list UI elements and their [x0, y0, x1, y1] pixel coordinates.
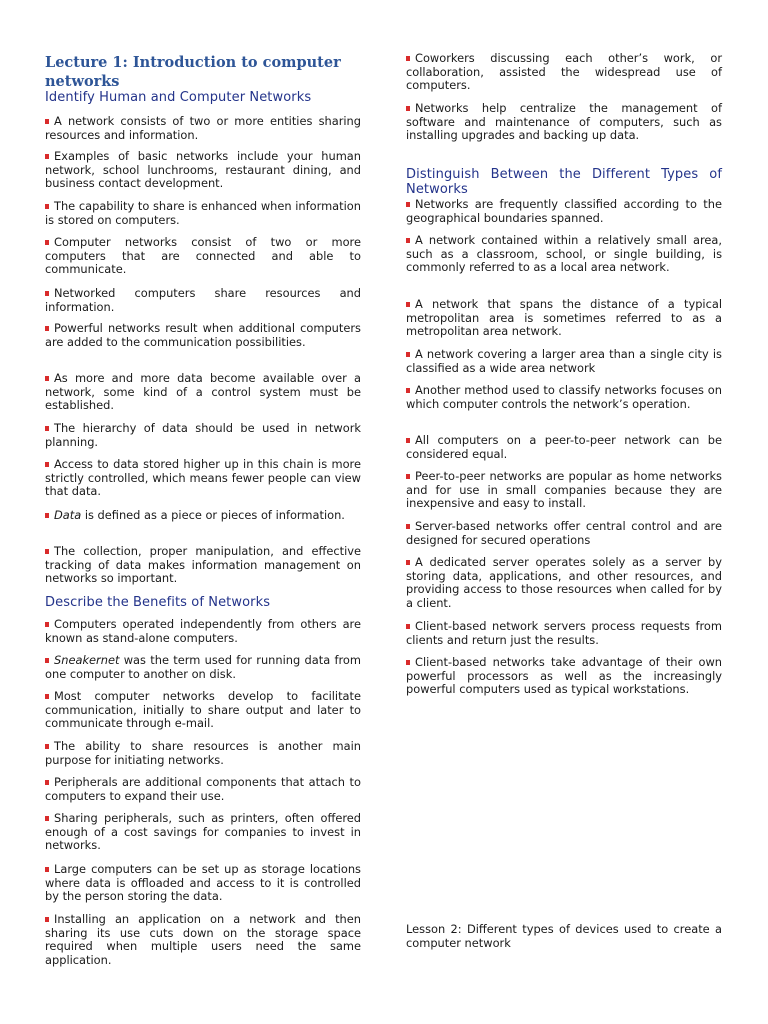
- list-item: Networks help centralize the management of software and maintenance of computers, such as installing upgrades and backing up data.: [406, 101, 722, 143]
- list-item: Data is defined as a piece or pieces of information.: [45, 509, 361, 523]
- list-item: Examples of basic networks include your human network, school lunchrooms, restaurant dining, and business contact development.: [45, 149, 361, 191]
- heading-identify: Identify Human and Computer Networks: [45, 90, 312, 105]
- list-item: Another method used to classify networks focuses on which computer controls the network’s operation.: [406, 383, 722, 411]
- list-item: The ability to share resources is another main purpose for initiating networks.: [45, 739, 361, 767]
- list-item: The hierarchy of data should be used in network planning.: [45, 421, 361, 449]
- bullet-icon: [406, 302, 410, 307]
- list-item: Most computer networks develop to facilitate communication, initially to share output and later to communicate through e-mail.: [45, 689, 361, 731]
- list-item: Large computers can be set up as storage locations where data is offloaded and access to it is controlled by the person storing the data.: [45, 862, 361, 904]
- list-item: Coworkers discussing each other’s work, or collaboration, assisted the widespread use of computers.: [406, 51, 722, 93]
- bullet-icon: [45, 780, 49, 785]
- bullet-icon: [45, 549, 49, 554]
- bullet-icon: [45, 917, 49, 922]
- bullet-icon: [45, 867, 49, 872]
- list-item: A network consists of two or more entities sharing resources and information.: [45, 114, 361, 142]
- bullet-icon: [406, 624, 410, 629]
- bullet-icon: [406, 388, 410, 393]
- bullet-icon: [45, 462, 49, 467]
- list-item: Client-based network servers process requests from clients and return just the results.: [406, 619, 722, 647]
- bullet-icon: [406, 106, 410, 111]
- heading-benefits: Describe the Benefits of Networks: [45, 595, 271, 610]
- list-item: All computers on a peer-to-peer network can be considered equal.: [406, 433, 722, 461]
- lecture-title: Lecture 1: Introduction to computer networks: [45, 54, 341, 90]
- list-item: Networks are frequently classified according to the geographical boundaries spanned.: [406, 197, 722, 225]
- bullet-icon: [45, 816, 49, 821]
- bullet-icon: [406, 474, 410, 479]
- bullet-icon: [406, 438, 410, 443]
- sneakernet-term: Sneakernet: [54, 653, 120, 667]
- bullet-icon: [406, 202, 410, 207]
- list-item: A network that spans the distance of a typical metropolitan area is sometimes referred to as a metropolitan area network.: [406, 297, 722, 339]
- bullet-icon: [45, 204, 49, 209]
- bullet-icon: [45, 240, 49, 245]
- bullet-icon: [45, 513, 49, 518]
- bullet-icon: [406, 560, 410, 565]
- list-item: Access to data stored higher up in this chain is more strictly controlled, which means fewer people can view that data.: [45, 457, 361, 499]
- bullet-icon: [45, 658, 49, 663]
- bullet-icon: [406, 238, 410, 243]
- bullet-icon: [45, 426, 49, 431]
- bullet-icon: [45, 622, 49, 627]
- list-item: A network contained within a relatively small area, such as a classroom, school, or single building, is commonly referred to as a local area network.: [406, 233, 722, 275]
- data-term: Data: [54, 508, 82, 522]
- list-item: Computer networks consist of two or more computers that are connected and able to communicate.: [45, 235, 361, 277]
- bullet-icon: [45, 694, 49, 699]
- list-item: The capability to share is enhanced when information is stored on computers.: [45, 199, 361, 227]
- list-item: Sneakernet was the term used for running data from one computer to another on disk.: [45, 653, 361, 681]
- list-item: A dedicated server operates solely as a server by storing data, applications, and other resources, and providing access to those resources when called for by a client.: [406, 555, 722, 610]
- list-item: A network covering a larger area than a single city is classified as a wide area network: [406, 347, 722, 375]
- bullet-icon: [45, 154, 49, 159]
- list-item: Computers operated independently from others are known as stand-alone computers.: [45, 617, 361, 645]
- bullet-icon: [406, 352, 410, 357]
- list-item: Peripherals are additional components that attach to computers to expand their use.: [45, 775, 361, 803]
- list-item: Powerful networks result when additional computers are added to the communication possibilities.: [45, 321, 361, 349]
- bullet-icon: [406, 56, 410, 61]
- heading-types: Distinguish Between the Different Types of Networks: [406, 167, 722, 197]
- lesson-2-title: Lesson 2: Different types of devices used to create a computer network: [406, 922, 722, 950]
- bullet-icon: [45, 291, 49, 296]
- list-item: The collection, proper manipulation, and effective tracking of data makes information management on networks so important.: [45, 544, 361, 586]
- bullet-icon: [45, 119, 49, 124]
- bullet-icon: [45, 326, 49, 331]
- list-item: As more and more data become available over a network, some kind of a control system must be established.: [45, 371, 361, 413]
- bullet-icon: [406, 660, 410, 665]
- list-item: Installing an application on a network and then sharing its use cuts down on the storage space required when multiple users need the same application.: [45, 912, 361, 967]
- bullet-icon: [406, 524, 410, 529]
- list-item: Sharing peripherals, such as printers, often offered enough of a cost savings for companies to invest in networks.: [45, 811, 361, 853]
- bullet-icon: [45, 376, 49, 381]
- bullet-icon: [45, 744, 49, 749]
- list-item: Server-based networks offer central control and are designed for secured operations: [406, 519, 722, 547]
- list-item: Client-based networks take advantage of their own powerful processors as well as the increasingly powerful computers used as typical workstations.: [406, 655, 722, 697]
- list-item: Peer-to-peer networks are popular as home networks and for use in small companies because they are inexpensive and easy to install.: [406, 469, 722, 511]
- list-item: Networked computers share resources and information.: [45, 286, 361, 314]
